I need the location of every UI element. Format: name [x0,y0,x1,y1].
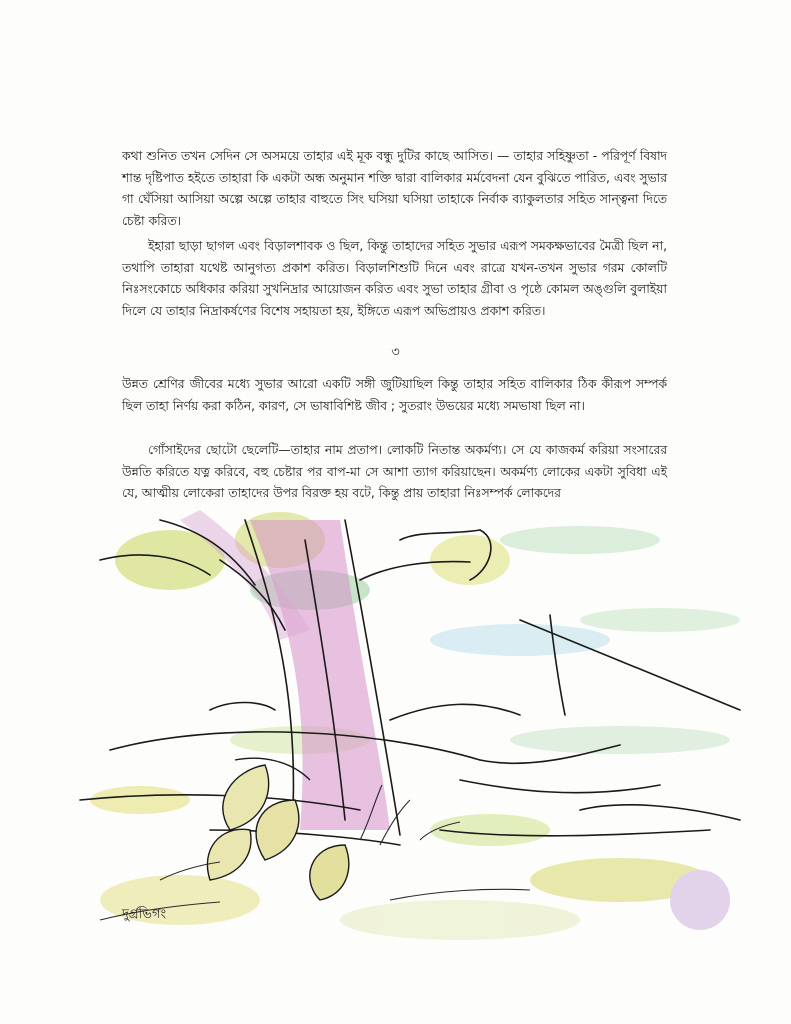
paragraph-1: কথা শুনিত তখন সেদিন সে অসময়ে তাহার এই মূক বন্ধু দুটির কাছে আসিত। — তাহার সহিষ্ণুতা - পরিপূর্ণ বিষাদ শান্ত দৃষ্টিপাত হইতে তাহারা কি একটা অন্ধ অনুমান শক্তি দ্বারা বালিকার মর্মবেদনা যেন বুঝিতে পারিত, এবং সুভার গা ঘেঁসিয়া আসিয়া অল্পে অল্পে তাহার বাহুতে সিং ঘসিয়া ঘসিয়া তাহাকে নির্বাক ব্যাকুলতার সহিত সান্ত্বনা দিতে চেষ্টা করিত। [122,149,667,228]
paragraph-4: গোঁসাইদের ছোটো ছেলেটি—তাহার নাম প্রতাপ। লোকটি নিতান্ত অকর্মণ্য। সে যে কাজকর্ম করিয়া সংসারের উন্নতি করিতে যত্ন করিবে, বহু চেষ্টার পর বাপ-মা সে আশা ত্যাগ করিয়াছেন। অকর্মণ্য লোকের একটা সুবিধা এই যে, আত্মীয় লোকেরা তাহাদের উপর বিরক্ত হয় বটে, কিন্তু প্রায় তাহারা নিঃসম্পর্ক লোকদের [122,443,667,501]
artist-signature [120,898,200,928]
artist-signature-text: দুর্গ্রভিগং [122,907,167,922]
crayon-wash [90,512,740,940]
paragraph-3: উন্নত শ্রেণির জীবের মধ্যে সুভার আরো একটি সঙ্গী জুটিয়াছিল কিন্তু তাহার সহিত বালিকার ঠিক কীরূপ সম্পর্ক ছিল তাহা নির্ণয় করা কঠিন, কারণ, সে ভাষাবিশিষ্ট জীব ; সুতরাং উভয়ের মধ্যে সমভাষা ছিল না। [122,377,667,413]
tree-trunk-wash [250,520,390,830]
section-number: ৩ [391,345,400,360]
paragraph-2: ইহারা ছাড়া ছাগল এবং বিড়ালশাবক ও ছিল, কিন্তু তাহাদের সহিত সুভার এরূপ সমকক্ষভাবের মৈত্রী ছিল না, তথাপি তাহারা যথেষ্ট আনুগত্য প্রকাশ করিত। বিড়ালশিশুটি দিনে এবং রাত্রে যখন-তখন সুভার গরম কোলটি নিঃসংকোচে অধিকার করিয়া সুখনিদ্রার আয়োজন করিত এবং সুভা তাহার গ্রীবা ও পৃষ্ঠে কোমল অঙ্গুলি বুলাইয়া দিলে যে তাহার নিদ্রাকর্ষণের বিশেষ সহায়তা হয়, ইঙ্গিতে এরূপ অভিপ্রায়ও প্রকাশ করিত। [122,239,667,318]
